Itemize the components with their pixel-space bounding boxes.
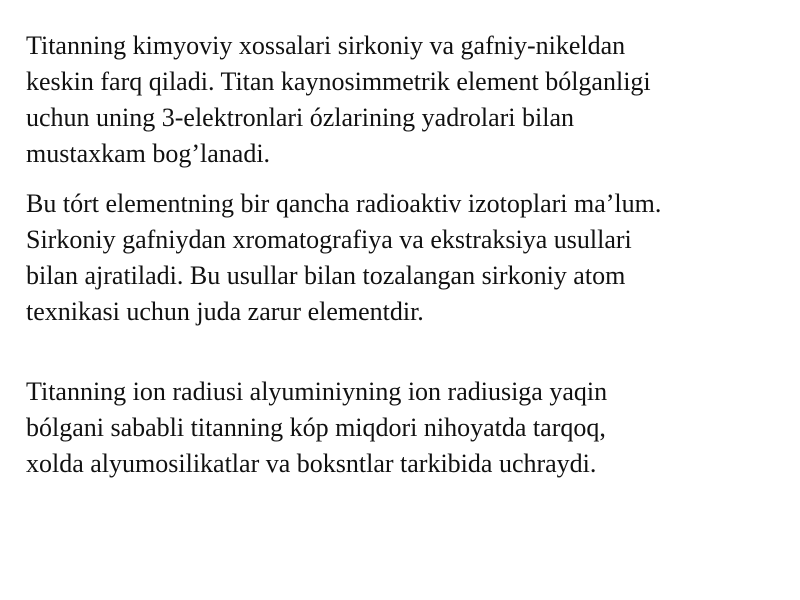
paragraph-ion-radius <box>26 374 796 482</box>
text-line: keskin farq qiladi. Titan kaynosimmetrik element bólganligi <box>26 67 651 96</box>
text-line: uchun uning 3-elektronlari ózlarining yadrolari bilan <box>26 103 574 132</box>
text-line: Titanning ion radiusi alyuminiyning ion radiusiga yaqin <box>26 377 608 406</box>
text-line: texnikasi uchun juda zarur elementdir. <box>26 297 424 326</box>
text-line: bólgani sababli titanning kóp miqdori nihoyatda tarqoq, <box>26 413 606 442</box>
paragraph-radioactive-isotopes <box>26 186 796 330</box>
text-line: xolda alyumosilikatlar va boksntlar tarkibida uchraydi. <box>26 449 597 478</box>
paragraph-titanium-chemical-properties <box>26 28 796 172</box>
text-line: Bu tórt elementning bir qancha radioaktiv izotoplari ma’lum. <box>26 189 662 218</box>
text-line: Sirkoniy gafniydan xromatografiya va ekstraksiya usullari <box>26 225 632 254</box>
text-line: bilan ajratiladi. Bu usullar bilan tozalangan sirkoniy atom <box>26 261 626 290</box>
text-line: Titanning kimyoviy xossalari sirkoniy va gafniy-nikeldan <box>26 31 626 60</box>
text-line: mustaxkam bog’lanadi. <box>26 139 271 168</box>
